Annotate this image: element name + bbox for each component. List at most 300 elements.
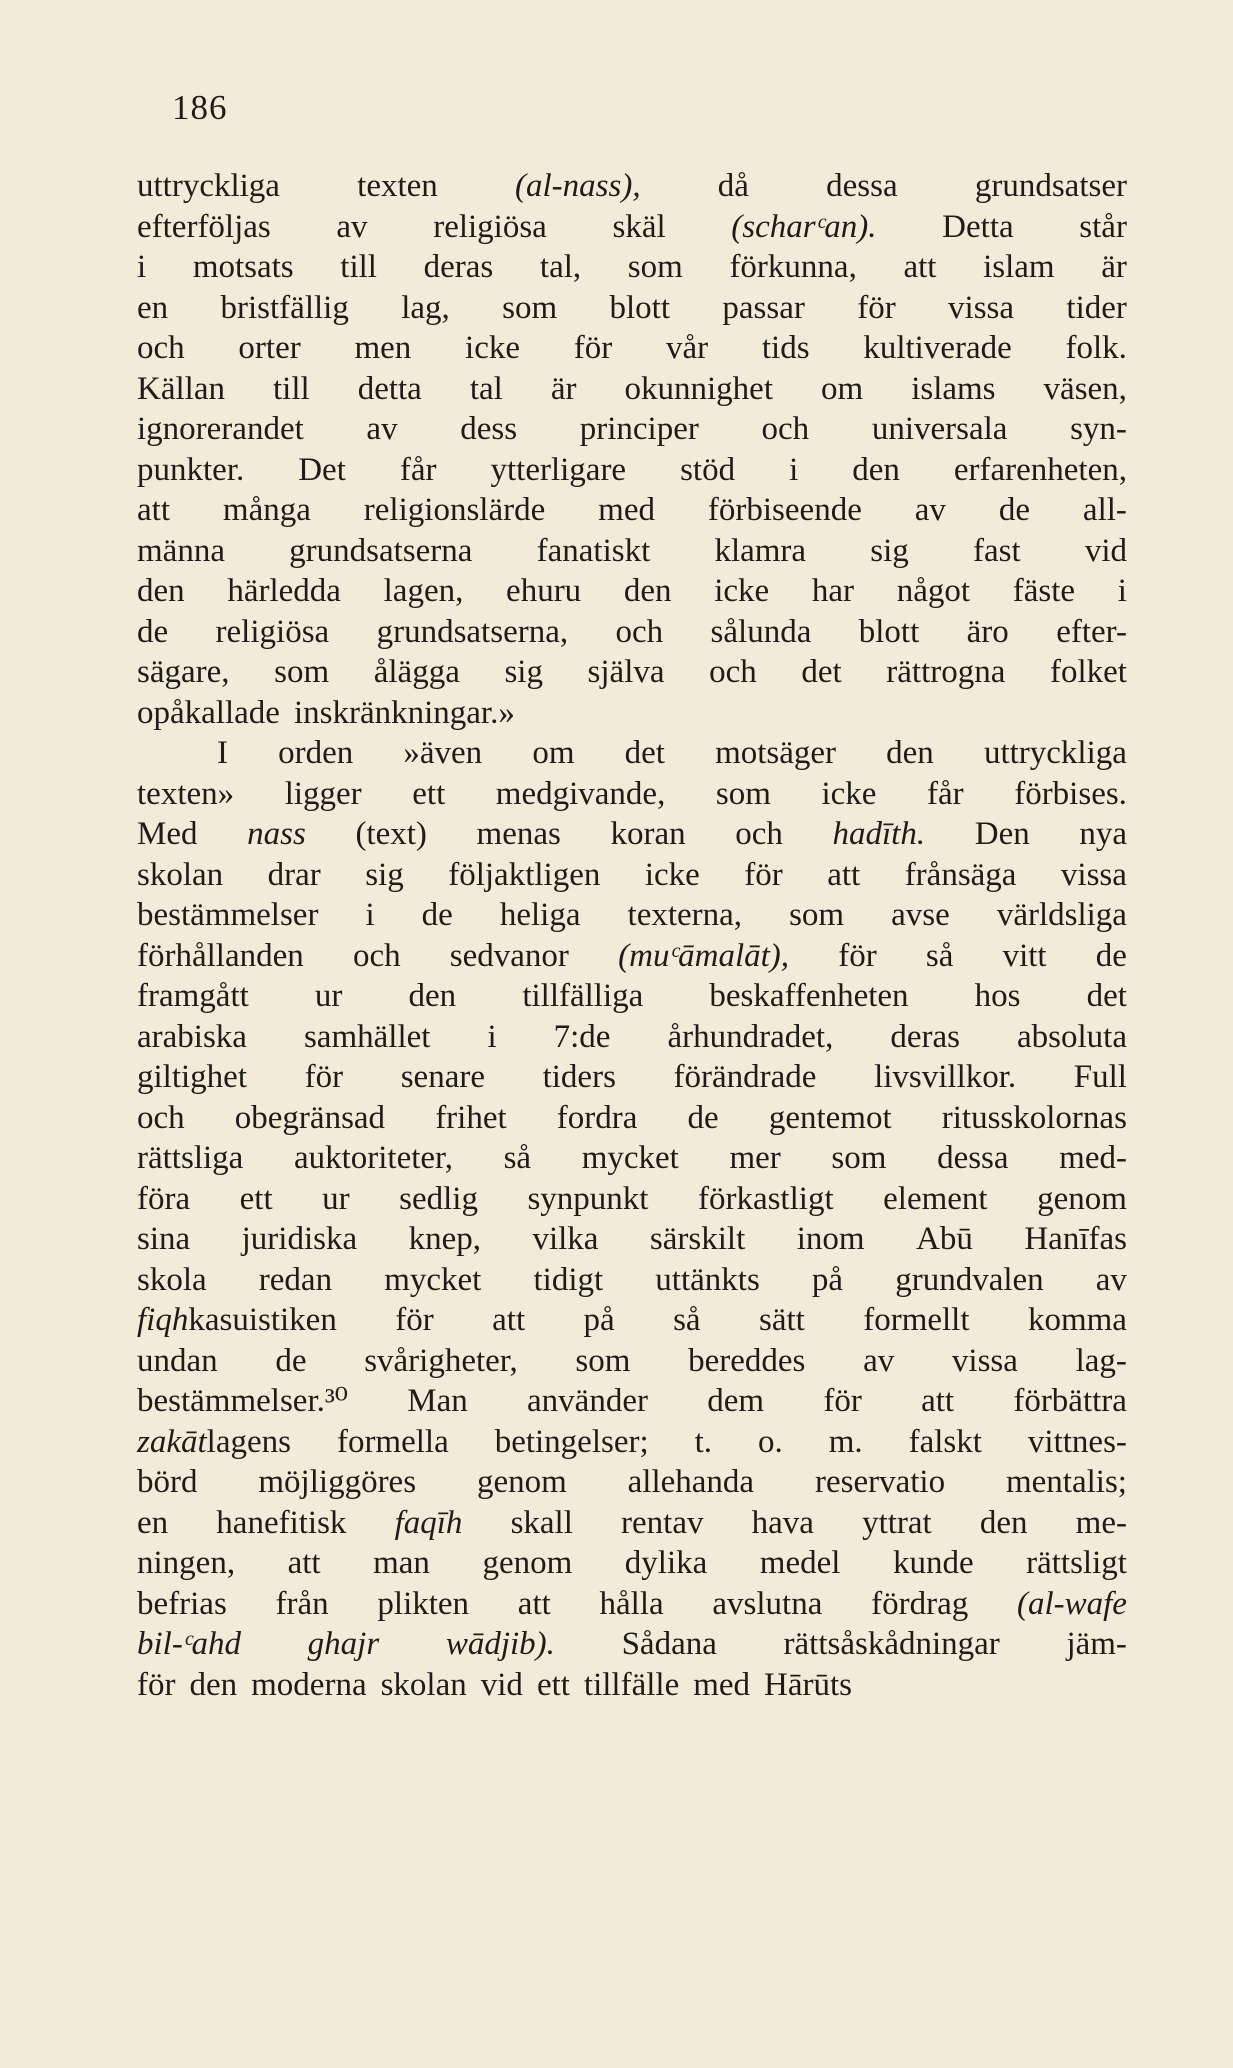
word: fanatiskt bbox=[536, 532, 651, 569]
word: texterna, bbox=[627, 897, 743, 933]
word: uttryckliga bbox=[983, 735, 1127, 771]
word: vissa bbox=[948, 289, 1015, 326]
word: som bbox=[831, 1140, 887, 1176]
word: den bbox=[189, 1666, 238, 1703]
word: för bbox=[744, 856, 783, 893]
word: börd bbox=[137, 1464, 198, 1500]
word: förkastligt bbox=[697, 1180, 834, 1217]
word: uttänkts bbox=[655, 1261, 760, 1298]
word: vissa bbox=[1060, 856, 1127, 893]
word: skola bbox=[137, 1261, 207, 1298]
word: yttrat bbox=[862, 1504, 932, 1541]
word: föra bbox=[137, 1180, 191, 1217]
text-line bbox=[137, 409, 1127, 450]
word: i bbox=[1117, 573, 1127, 609]
word: nya bbox=[1079, 816, 1127, 852]
text-line bbox=[137, 855, 1127, 896]
word: Det bbox=[298, 451, 346, 488]
word: hadīth. bbox=[832, 816, 926, 852]
word: av bbox=[914, 492, 946, 528]
text-line bbox=[137, 612, 1127, 653]
word: (muᶜāmalāt), bbox=[618, 937, 790, 974]
word: som bbox=[627, 249, 683, 285]
word: på bbox=[583, 1302, 615, 1338]
word: förändrade bbox=[673, 1059, 817, 1095]
word: de bbox=[687, 1099, 719, 1136]
word: den bbox=[852, 451, 900, 488]
word: sägare, bbox=[137, 654, 230, 690]
word: arabiska bbox=[137, 1018, 247, 1055]
word: förbises. bbox=[1014, 775, 1127, 812]
word: folk. bbox=[1065, 330, 1127, 366]
word: deras bbox=[890, 1018, 960, 1055]
text-line bbox=[137, 1179, 1127, 1220]
word: ningen, bbox=[137, 1545, 236, 1581]
word: lagen, bbox=[383, 573, 464, 609]
text-line bbox=[137, 1665, 1127, 1706]
word: i bbox=[365, 897, 375, 933]
text-line bbox=[137, 1098, 1127, 1139]
word: juridiska bbox=[241, 1221, 358, 1257]
word: faqīh bbox=[394, 1504, 463, 1541]
word: och bbox=[761, 411, 810, 447]
word: den bbox=[408, 978, 457, 1014]
word: och bbox=[137, 330, 185, 366]
word: religiösa bbox=[215, 613, 330, 650]
word: 7:de bbox=[553, 1018, 611, 1055]
word: får bbox=[399, 451, 437, 488]
word: principer bbox=[579, 411, 699, 447]
word: avse bbox=[891, 897, 950, 933]
word: opåkallade bbox=[137, 694, 280, 731]
word: gentemot bbox=[768, 1099, 892, 1136]
word: och bbox=[352, 937, 401, 974]
word: ytterligare bbox=[490, 451, 627, 488]
word: fördrag bbox=[871, 1585, 969, 1622]
word: hanefitisk bbox=[216, 1504, 347, 1541]
word: dem bbox=[707, 1383, 765, 1419]
word: man bbox=[373, 1545, 430, 1581]
word: religiösa bbox=[433, 208, 547, 245]
text-line bbox=[137, 531, 1127, 572]
word: Hanīfas bbox=[1024, 1221, 1127, 1257]
word: rättrogna bbox=[886, 654, 1006, 690]
word: fiqhkasuistiken bbox=[137, 1302, 337, 1338]
word: och bbox=[615, 613, 664, 650]
word: tal, bbox=[539, 249, 582, 285]
word: för bbox=[823, 1383, 862, 1419]
word: Abū bbox=[916, 1221, 973, 1257]
word: blott bbox=[609, 289, 671, 326]
word: icke bbox=[644, 856, 700, 893]
text-line bbox=[137, 814, 1127, 855]
word: uttryckliga bbox=[137, 168, 280, 204]
word: förbiseende bbox=[707, 492, 862, 528]
word: vissa bbox=[951, 1342, 1018, 1379]
word: icke bbox=[821, 775, 877, 812]
text-line bbox=[137, 1422, 1127, 1463]
word: vittnes- bbox=[1027, 1423, 1127, 1460]
word: texten bbox=[357, 168, 438, 204]
word: vår bbox=[665, 330, 709, 366]
word: islams bbox=[911, 370, 996, 407]
text-line bbox=[137, 1138, 1127, 1179]
word: allehanda bbox=[627, 1464, 755, 1500]
word: befrias bbox=[137, 1585, 227, 1622]
word: hava bbox=[751, 1504, 814, 1541]
word: medgivande, bbox=[495, 775, 666, 812]
word: kunde bbox=[892, 1545, 974, 1581]
word: ett bbox=[412, 775, 446, 812]
word: världsliga bbox=[996, 897, 1127, 933]
word: särskilt bbox=[649, 1221, 746, 1257]
word: som bbox=[575, 1342, 631, 1379]
word: den bbox=[623, 573, 672, 609]
word: fast bbox=[972, 532, 1021, 569]
word: de bbox=[421, 897, 453, 933]
word: plikten bbox=[377, 1585, 470, 1622]
word: klamra bbox=[714, 532, 807, 569]
word: väsen, bbox=[1043, 370, 1127, 407]
word: beskaffenheten bbox=[709, 978, 909, 1014]
word: står bbox=[1079, 208, 1127, 245]
word: fäste bbox=[1012, 573, 1076, 609]
word: ghajr bbox=[307, 1626, 380, 1662]
word: formella bbox=[336, 1423, 449, 1460]
text-line bbox=[137, 693, 1127, 734]
body-text bbox=[137, 166, 1127, 1705]
word: orter bbox=[238, 330, 301, 366]
word: äro bbox=[966, 613, 1009, 650]
word: moderna bbox=[251, 1666, 367, 1703]
text-line bbox=[137, 166, 1127, 207]
word: t. bbox=[694, 1423, 713, 1460]
word: all- bbox=[1082, 492, 1127, 528]
word: följaktligen bbox=[448, 856, 601, 893]
word: auktoriteter, bbox=[293, 1140, 453, 1176]
word: till bbox=[272, 370, 310, 407]
word: själva bbox=[587, 654, 665, 690]
word: i bbox=[789, 451, 799, 488]
text-line bbox=[137, 774, 1127, 815]
word: samhället bbox=[303, 1018, 431, 1055]
word: som bbox=[715, 775, 771, 812]
word: för bbox=[857, 289, 896, 326]
text-line bbox=[137, 976, 1127, 1017]
text-line bbox=[137, 247, 1127, 288]
page-number: 186 bbox=[172, 88, 228, 127]
word: komma bbox=[1027, 1302, 1127, 1338]
word: grundsatserna bbox=[289, 532, 473, 569]
word: har bbox=[811, 573, 855, 609]
word: zakātlagens bbox=[137, 1423, 291, 1460]
word: med- bbox=[1059, 1140, 1127, 1176]
word: deras bbox=[423, 249, 494, 285]
word: religionslärde bbox=[363, 492, 546, 528]
word: med bbox=[598, 492, 655, 528]
word: som bbox=[789, 897, 845, 933]
word: sig bbox=[504, 654, 543, 690]
word: passar bbox=[722, 289, 805, 326]
word: sätt bbox=[758, 1302, 805, 1338]
word: ur bbox=[314, 978, 343, 1014]
word: vilka bbox=[532, 1221, 599, 1257]
word: grundsatserna, bbox=[376, 613, 569, 650]
word: dess bbox=[460, 411, 518, 447]
word: avslutna bbox=[712, 1585, 823, 1622]
word: som bbox=[502, 289, 558, 326]
word: (text) bbox=[355, 816, 427, 852]
word: universala bbox=[871, 411, 1008, 447]
word: genom bbox=[1037, 1180, 1127, 1217]
text-line bbox=[137, 288, 1127, 329]
word: menas bbox=[476, 816, 561, 852]
word: ritusskolornas bbox=[941, 1099, 1127, 1136]
word: genom bbox=[476, 1464, 567, 1500]
word: med bbox=[693, 1666, 751, 1703]
word: heliga bbox=[499, 897, 581, 933]
word: tillfälle bbox=[583, 1666, 680, 1703]
word: senare bbox=[400, 1059, 485, 1095]
text-line bbox=[137, 1503, 1127, 1544]
word: rättsligt bbox=[1026, 1545, 1127, 1581]
word: de bbox=[998, 492, 1030, 528]
word: mentalis; bbox=[1005, 1464, 1127, 1500]
word: lag- bbox=[1075, 1342, 1127, 1379]
word: för bbox=[573, 330, 613, 366]
word: islam bbox=[983, 249, 1055, 285]
word: från bbox=[275, 1585, 329, 1622]
word: mycket bbox=[384, 1261, 482, 1298]
word: bestämmelser bbox=[137, 897, 319, 933]
word: livsvillkor. bbox=[874, 1059, 1017, 1095]
word: men bbox=[354, 330, 412, 366]
word: en bbox=[137, 1504, 169, 1541]
word: Full bbox=[1073, 1059, 1127, 1095]
word: den bbox=[886, 735, 934, 771]
word: använder bbox=[527, 1383, 648, 1419]
word: härledda bbox=[227, 573, 341, 609]
word: motsats bbox=[192, 249, 294, 285]
word: I bbox=[217, 735, 228, 771]
word: ett bbox=[239, 1180, 273, 1217]
word: formellt bbox=[863, 1302, 970, 1338]
word: de bbox=[275, 1342, 307, 1379]
word: att bbox=[137, 492, 170, 528]
word: texten» bbox=[137, 775, 235, 812]
word: syn- bbox=[1070, 411, 1127, 447]
word: m. bbox=[828, 1423, 863, 1460]
word: möjliggöres bbox=[258, 1464, 417, 1500]
word: förhållanden bbox=[137, 937, 304, 974]
word: att bbox=[517, 1585, 551, 1622]
word: är bbox=[550, 370, 577, 407]
word: Hārūts bbox=[764, 1666, 853, 1703]
word: betingelser; bbox=[494, 1423, 649, 1460]
text-line bbox=[137, 1543, 1127, 1584]
word: att bbox=[903, 249, 937, 285]
word: skall bbox=[510, 1504, 573, 1541]
word: att bbox=[921, 1383, 955, 1419]
word: tidigt bbox=[533, 1261, 604, 1298]
word: så bbox=[925, 937, 954, 974]
word: männa bbox=[137, 532, 225, 569]
word: tider bbox=[1066, 289, 1127, 326]
word: tillfälliga bbox=[522, 978, 644, 1014]
text-line bbox=[137, 1219, 1127, 1260]
word: så bbox=[503, 1140, 532, 1176]
word: inskränkningar.» bbox=[293, 694, 515, 731]
word: motsäger bbox=[715, 735, 837, 771]
word: genom bbox=[482, 1545, 573, 1581]
word: reservatio bbox=[814, 1464, 946, 1500]
word: frånsäga bbox=[904, 856, 1017, 893]
word: falskt bbox=[908, 1423, 982, 1460]
word: jäm- bbox=[1066, 1626, 1127, 1662]
word: bil-ᶜahd bbox=[137, 1626, 241, 1662]
word: tiders bbox=[542, 1059, 616, 1095]
word: den bbox=[979, 1504, 1028, 1541]
word: redan bbox=[258, 1261, 333, 1298]
word: av bbox=[1095, 1261, 1127, 1298]
word: erfarenheten, bbox=[953, 451, 1127, 488]
word: ignorerandet bbox=[137, 411, 304, 447]
word: det bbox=[624, 735, 665, 771]
word: icke bbox=[465, 330, 520, 366]
word: Med bbox=[137, 816, 198, 852]
word: för bbox=[395, 1302, 434, 1338]
word: av bbox=[336, 208, 368, 245]
word: då bbox=[717, 168, 749, 204]
word: för bbox=[838, 937, 877, 974]
word: (al-nass), bbox=[515, 168, 641, 204]
word: tal bbox=[469, 370, 503, 407]
text-line bbox=[137, 733, 1127, 774]
word: rättsliga bbox=[137, 1140, 244, 1176]
word: sedlig bbox=[399, 1180, 478, 1217]
word: så bbox=[673, 1302, 701, 1338]
word: framgått bbox=[137, 978, 249, 1014]
word: ehuru bbox=[506, 573, 582, 609]
word: något bbox=[896, 573, 971, 609]
word: dessa bbox=[937, 1140, 1009, 1176]
word: av bbox=[863, 1342, 895, 1379]
text-line bbox=[137, 450, 1127, 491]
word: får bbox=[927, 775, 964, 812]
word: ett bbox=[536, 1666, 570, 1703]
word: den bbox=[137, 573, 185, 609]
word: att bbox=[287, 1545, 321, 1581]
word: ur bbox=[322, 1180, 350, 1217]
word: efter- bbox=[1056, 613, 1127, 650]
word: folket bbox=[1050, 654, 1127, 690]
word: ålägga bbox=[373, 654, 460, 690]
word: att bbox=[492, 1302, 526, 1338]
word: århundradet, bbox=[667, 1018, 834, 1055]
word: sina bbox=[137, 1221, 191, 1257]
word: av bbox=[366, 411, 398, 447]
word: absoluta bbox=[1017, 1018, 1127, 1055]
word: okunnighet bbox=[624, 370, 773, 407]
word: skolan bbox=[137, 856, 224, 893]
word: blott bbox=[858, 613, 920, 650]
text-line bbox=[137, 1624, 1127, 1665]
word: är bbox=[1101, 249, 1127, 285]
word: knep, bbox=[408, 1221, 481, 1257]
word: frihet bbox=[435, 1099, 507, 1136]
word: för bbox=[304, 1059, 344, 1095]
word: vitt bbox=[1002, 937, 1047, 974]
word: me- bbox=[1075, 1504, 1127, 1541]
word: som bbox=[274, 654, 330, 690]
word: förkunna, bbox=[729, 249, 857, 285]
text-line bbox=[137, 571, 1127, 612]
text-line bbox=[137, 369, 1127, 410]
word: giltighet bbox=[137, 1059, 247, 1095]
word: efterföljas bbox=[137, 208, 271, 245]
word: sedvanor bbox=[449, 937, 569, 974]
word: Detta bbox=[942, 208, 1014, 245]
word: Källan bbox=[137, 370, 225, 407]
text-line bbox=[137, 1300, 1127, 1341]
word: medel bbox=[759, 1545, 841, 1581]
text-line bbox=[137, 652, 1127, 693]
word: i bbox=[137, 249, 147, 285]
text-line bbox=[137, 207, 1127, 248]
word: för bbox=[137, 1666, 176, 1703]
text-line bbox=[137, 490, 1127, 531]
word: inom bbox=[796, 1221, 865, 1257]
word: fordra bbox=[556, 1099, 638, 1136]
word: bristfällig bbox=[220, 289, 349, 326]
word: Den bbox=[974, 816, 1030, 852]
word: drar bbox=[267, 856, 321, 893]
word: det bbox=[801, 654, 842, 690]
word: det bbox=[1086, 978, 1127, 1014]
word: och bbox=[137, 1099, 185, 1136]
word: wādjib). bbox=[445, 1626, 555, 1662]
word: lag, bbox=[401, 289, 450, 326]
word: grundsatser bbox=[974, 168, 1127, 204]
word: rättsåskådningar bbox=[783, 1626, 1000, 1662]
word: ligger bbox=[284, 775, 362, 812]
word: de bbox=[1095, 937, 1127, 974]
word: icke bbox=[714, 573, 770, 609]
word: sig bbox=[365, 856, 404, 893]
text-line bbox=[137, 895, 1127, 936]
word: skolan bbox=[380, 1666, 467, 1703]
text-line bbox=[137, 328, 1127, 369]
word: (scharᶜan). bbox=[731, 208, 877, 245]
word: på bbox=[811, 1261, 844, 1298]
word: hålla bbox=[599, 1585, 664, 1622]
word: dessa bbox=[826, 168, 898, 204]
word: sålunda bbox=[710, 613, 812, 650]
word: »även bbox=[403, 735, 483, 771]
word: om bbox=[821, 370, 864, 407]
word: Sådana bbox=[621, 1626, 717, 1662]
word: att bbox=[827, 856, 861, 893]
word: synpunkt bbox=[527, 1180, 649, 1217]
word: om bbox=[532, 735, 575, 771]
word: svårigheter, bbox=[364, 1342, 518, 1379]
text-line bbox=[137, 1381, 1127, 1422]
word: och bbox=[735, 816, 783, 852]
word: tids bbox=[761, 330, 810, 366]
word: orden bbox=[278, 735, 354, 771]
text-line bbox=[137, 936, 1127, 977]
word: Man bbox=[407, 1383, 468, 1419]
